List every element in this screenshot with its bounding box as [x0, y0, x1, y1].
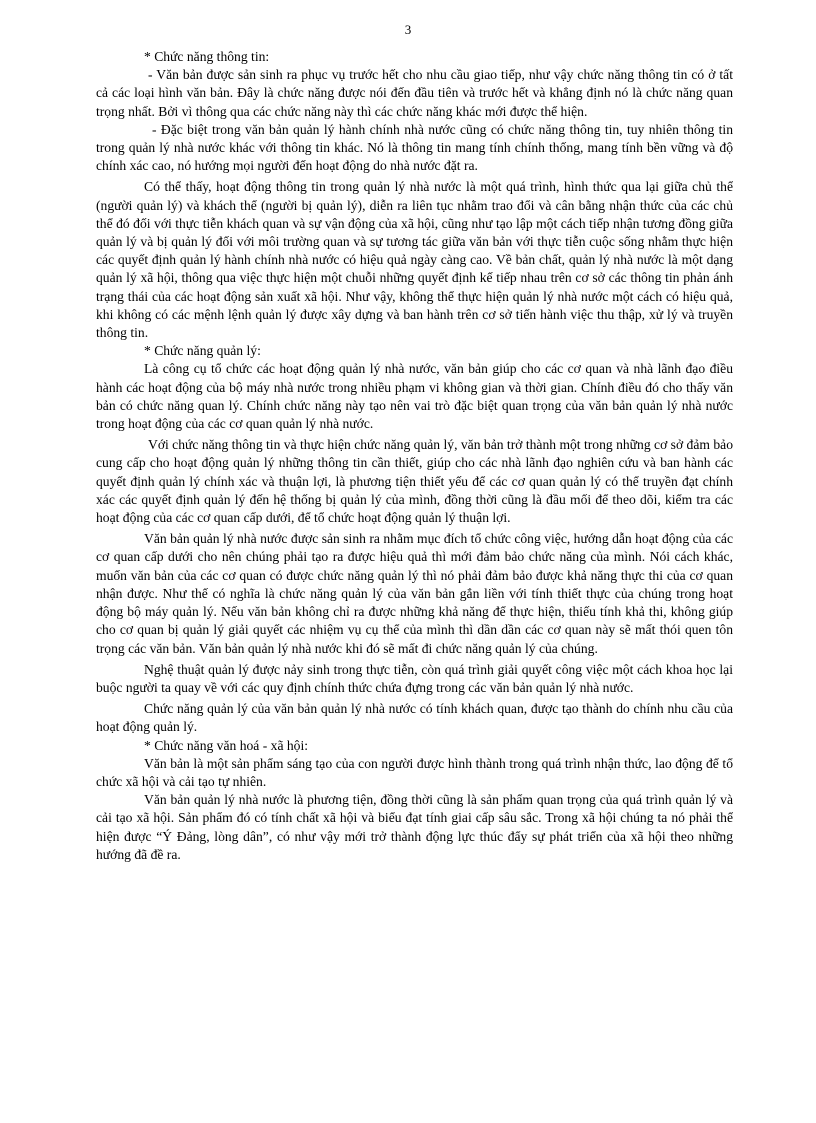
paragraph: - Đặc biệt trong văn bản quản lý hành chính nhà nước cũng có chức năng thông tin, tuy nhiên thông tin trong quản lý nhà nước khác với thông tin khác. Nó là thông tin mang tính chính thống, mang tính bền vững và độ chính xác cao, nó hướng mọi người đến hoạt động do nhà nước đặt ra.	[96, 121, 733, 174]
paragraph: Văn bản quản lý nhà nước được sản sinh ra nhằm mục đích tổ chức công việc, hướng dẫn hoạt động của các cơ quan cấp dưới cho nên chúng phải tạo ra được hiệu quả thì mới đảm bảo chức năng của mình. Nói cách khác, muốn văn bản của các cơ quan có được chức năng quản lý thì nó phải đảm bảo được khả năng thực thi của cơ quan nhận được. Như thế có nghĩa là chức năng quản lý của văn bản gắn liền với tính thiết thực của chúng trong hoạt động bộ máy quản lý. Nếu văn bản không chỉ ra được những khả năng để thực hiện, thiếu tính khả thi, không giúp cho cơ quan bị quản lý giải quyết các nhiệm vụ cụ thể của mình thì dần dần các cơ quan này sẽ mất thói quen tôn trọng các văn bản. Văn bản quản lý nhà nước khi đó sẽ mất đi chức năng quản lý của chúng.	[96, 531, 733, 656]
paragraph: - Văn bản được sản sinh ra phục vụ trước hết cho nhu cầu giao tiếp, như vậy chức năng thông tin có ở tất cả các loại hình văn bản. Đây là chức năng được nói đến đầu tiên và trước hết và khẳng định nó là chức năng quan trọng nhất. Bởi vì thông qua các chức năng này thì các chức năng khác mới được thể hiện.	[96, 67, 733, 119]
heading-culture-society-function: * Chức năng văn hoá - xã hội:	[144, 737, 309, 753]
document-body	[96, 48, 733, 864]
page-number: 3	[404, 22, 412, 37]
paragraph: Văn bản là một sản phẩm sáng tạo của con người được hình thành trong quá trình nhận thức, lao động để tổ chức xã hội và cải tạo tự nhiên.	[96, 755, 733, 789]
paragraph: Nghệ thuật quản lý được nảy sinh trong thực tiễn, còn quá trình giải quyết công việc một cách khoa học lại buộc người ta quay về với các quy định chính thức chứa đựng trong các văn bản quản lý nhà nước.	[96, 661, 733, 695]
paragraph: Với chức năng thông tin và thực hiện chức năng quản lý, văn bản trở thành một trong những cơ sở đảm bảo cung cấp cho hoạt động quản lý những thông tin cần thiết, giúp cho các nhà lãnh đạo nghiên cứu và ban hành các quyết định quản lý chính xác và thuận lợi, là phương tiện thiết yếu để các cơ quan quản lý có thể truyền đạt chính xác các quyết định quản lý đến hệ thống bị quản lý của mình, đồng thời cũng là đầu mối để theo dõi, kiểm tra các hoạt động của các cơ quan cấp dưới, để tổ chức hoạt động quản lý thuận lợi.	[96, 437, 733, 526]
heading-management-function: * Chức năng quản lý:	[144, 343, 261, 359]
paragraph: Có thể thấy, hoạt động thông tin trong quản lý nhà nước là một quá trình, hình thức qua lại giữa chủ thể (người quản lý) và khách thể (người bị quản lý), diễn ra liên tục nhằm trao đổi và cân bằng nhận thức của các chủ thể đó đối với thực tiễn khách quan và sự vận động của xã hội, cũng như tạo lập một cách tiếp nhận tương đồng giữa quản lý và bị quản lý đối với môi trường quan và sự tương tác giữa văn bản với thực tiễn cuộc sống nhằm thực hiện các quyết định quản lý hành chính nhà nước có hiệu quả ngày càng cao. Về bản chất, quản lý nhà nước là một dạng quản lý xã hội, thông qua việc thực hiện một chuỗi những quyết định kế tiếp nhau trên cơ sở các thông tin phản ánh trạng thái của các hoạt động sản xuất xã hội. Như vậy, không thể thực hiện quản lý nhà nước một cách có hiệu quả, khi không có các mệnh lệnh quản lý được xây dựng và ban hành trên cơ sở tiến hành việc thu thập, xử lý và truyền thông tin.	[96, 179, 733, 341]
paragraph: Chức năng quản lý của văn bản quản lý nhà nước có tính khách quan, được tạo thành do chính nhu cầu của hoạt động quản lý.	[96, 701, 733, 735]
paragraph: Là công cụ tổ chức các hoạt động quản lý nhà nước, văn bản giúp cho các cơ quan và nhà lãnh đạo điều hành các hoạt động của bộ máy nhà nước trong nhiều phạm vi không gian và thời gian. Chính điều đó cho thấy văn bản có chức năng quan lý. Chính chức năng này tạo nên vai trò đặc biệt quan trọng của văn bản quản lý nhà nước trong hoạt động của các cơ quan quản lý nhà nước.	[96, 361, 733, 432]
heading-information-function: * Chức năng thông tin:	[144, 49, 270, 64]
paragraph: Văn bản quản lý nhà nước là phương tiện, đồng thời cũng là sản phẩm quan trọng của quá trình quản lý và cải tạo xã hội. Sản phẩm đó có tính chất xã hội và biểu đạt tính giai cấp sâu sắc. Trong xã hội chúng ta nó phải thể hiện được “Ý Đảng, lòng dân”, có như vậy mới trở thành động lực thúc đẩy sự phát triển của xã hội theo những hướng đã đề ra.	[96, 792, 733, 862]
